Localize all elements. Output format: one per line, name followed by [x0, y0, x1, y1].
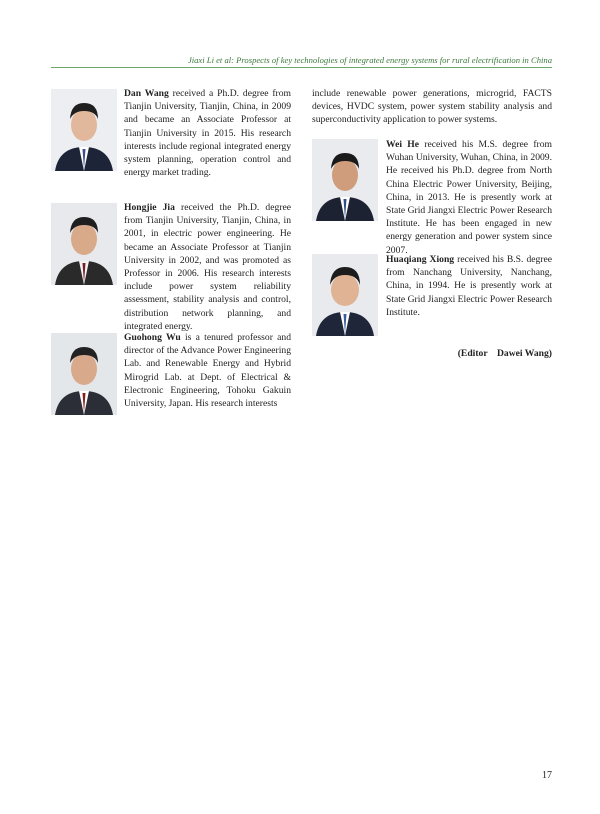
author-name: Guohong Wu — [124, 332, 181, 343]
author-bio: received a Ph.D. degree from Tianjin University, Tianjin, China, in 2009 and became an Associate Professor at Tianjin University in 2015. His research interests include regional integrated energy system planning, operation control and energy market trading. — [124, 88, 291, 179]
author-bio: is a tenured professor and director of the Advance Power Engineering Lab. and Renewable Energy and Hybrid Mirogrid Lab. at Dept. of Electrical & Electronic Engineering, Tohoku Gakuin University, Japan. His research interests — [124, 332, 292, 410]
author-name: Huaqiang Xiong — [386, 254, 455, 265]
author-bio: received the Ph.D. degree from Tianjin University, Tianjin, China, in 2001, in electric power engineering. He became an Associate Professor at Tianjin University in 2002, and was promoted as Professor in 2006. His research interests include power system reliability assessment, stability analysis and control, distribution network planning, and integrated energy. — [124, 202, 291, 332]
header-rule — [51, 67, 552, 68]
bio-hongjie-jia — [124, 201, 291, 333]
bio-guohong-wu — [124, 331, 291, 410]
page-number: 17 — [542, 770, 552, 781]
bio-guohong-wu-continued: include renewable power generations, microgrid, FACTS devices, HVDC system, power system stability analysis and superconductivity application to power systems. — [312, 88, 552, 126]
author-bio: received his B.S. degree from Nanchang University, Nanchang, China, in 1994. He is presently work at State Grid Jiangxi Electric Power Research Institute. — [386, 254, 553, 318]
bio-huaqiang-xiong — [386, 253, 552, 319]
author-name: Wei He — [386, 139, 419, 150]
author-name: Hongjie Jia — [124, 202, 175, 213]
author-name: Dan Wang — [124, 88, 169, 99]
portrait-photo — [51, 333, 117, 415]
portrait-photo — [312, 254, 378, 336]
bio-dan-wang — [124, 87, 291, 179]
portrait-photo — [51, 203, 117, 285]
running-title: Jiaxi Li et al: Prospects of key technologies of integrated energy systems for rural electrification in China — [187, 55, 552, 65]
author-bio: received his M.S. degree from Wuhan University, Wuhan, China, in 2009. He received his Ph.D. degree from North China Electric Power University, Beijing, China, in 2013. He is presently work at State Grid Jiangxi Electric Power Research Institute. He has been engaged in new energy generation and power system since 2007. — [386, 139, 552, 256]
bio-wei-he — [386, 138, 552, 257]
portrait-photo — [51, 89, 117, 171]
portrait-photo — [312, 139, 378, 221]
editor-note: (Editor Dawei Wang) — [457, 348, 552, 359]
